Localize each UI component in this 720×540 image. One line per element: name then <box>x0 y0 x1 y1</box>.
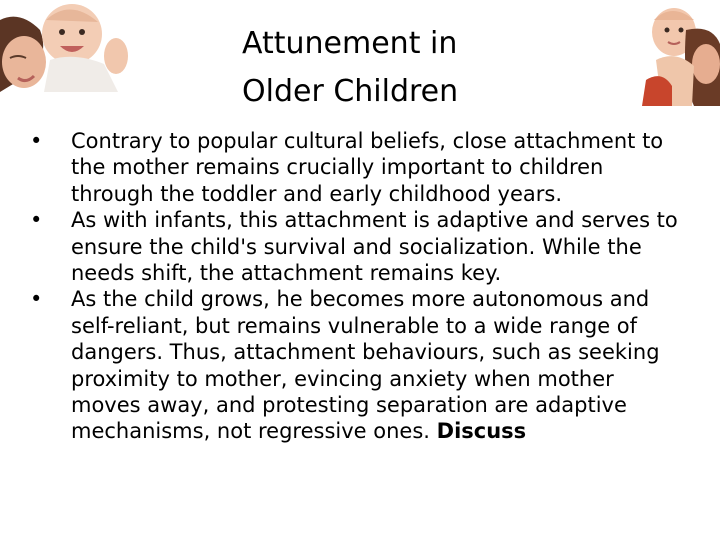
mother-baby-photo-left <box>0 0 138 92</box>
title-line-2: Older Children <box>242 74 459 109</box>
bullet-glyph: • <box>30 208 43 233</box>
mother-baby-illustration <box>0 0 138 92</box>
bullet-item <box>30 128 690 207</box>
mother-baby-illustration-right <box>642 0 720 106</box>
bullet-text: As the child grows, he becomes more autonomous and self-reliant, but remains vulnerable to a wide range of dangers. Thus, attachment behaviours, such as seeking proximity to mother, evincing anxiety when mother moves away, and protesting separation are adaptive mechanisms, not regressive ones. <box>71 287 660 444</box>
bullet-list <box>30 128 690 445</box>
discuss-emphasis: Discuss <box>436 419 527 444</box>
bullet-glyph: • <box>30 287 43 312</box>
bullet-item <box>30 286 690 444</box>
slide-title <box>242 20 502 116</box>
bullet-text: As with infants, this attachment is adaptive and serves to ensure the child's survival and socialization. While the needs shift, the attachment remains key. <box>71 208 678 286</box>
bullet-text: Contrary to popular cultural beliefs, close attachment to the mother remains crucially important to children through the toddler and early childhood years. <box>71 129 664 206</box>
bullet-item <box>30 207 690 286</box>
title-line-1: Attunement in <box>242 26 458 61</box>
bullet-glyph: • <box>30 129 43 153</box>
mother-baby-photo-right <box>642 0 720 106</box>
